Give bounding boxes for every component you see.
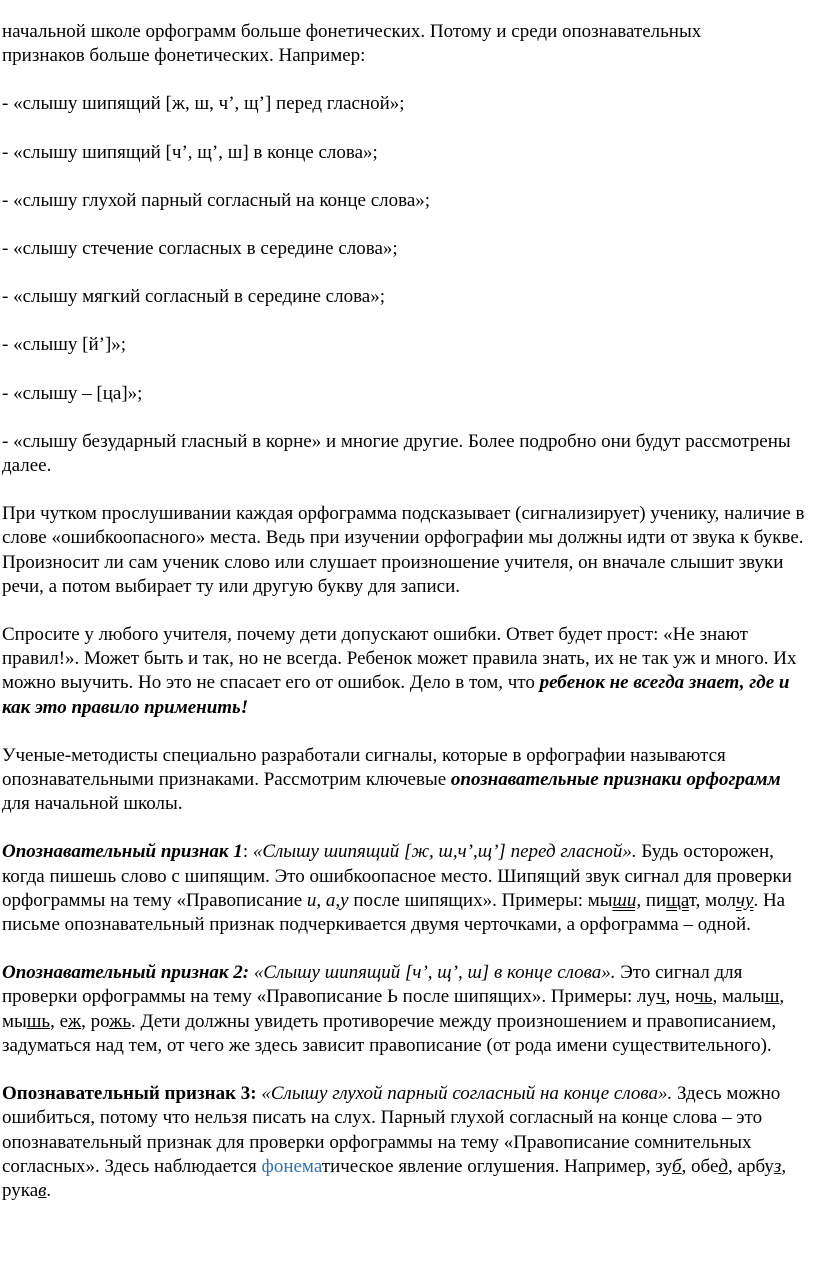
sign-1-quote: «Слышу шипящий [ж, ш,ч’,щ’] перед гласной». [252,841,637,863]
sign-2-label: Опознавательный признак 2: [2,962,250,984]
list-item: - «слышу [й’]»; [2,334,127,356]
sign-2-text-2: . Дети должны увидеть противоречие между произношением и правописанием, задуматься над тем, от чего же здесь зависит правописание (от рода имени существительного). [2,1010,777,1056]
sign-3-quote: «Слышу глухой парный согласный на конце слова». [256,1083,673,1105]
methodists-emphasis: опознавательные признаки орфограмм [450,769,781,791]
ask-teacher-paragraph [2,623,810,720]
methodists-text: Ученые-методисты специально разработали сигналы, которые в орфографии называются опознавательными признаками. Рассмотрим ключевые [2,744,726,791]
list-item: - «слышу шипящий [ч’, щ’, ш] в конце слова»; [2,141,378,163]
methodists-tail: для начальной школы. [2,793,183,815]
list-item: - «слышу безударный гласный в корне» и многие другие. Более подробно они будут рассмотрены далее. [2,430,791,477]
sign-2-sep: , малы [712,986,765,1008]
intro-line-1: начальной школе орфограмм больше фонетических. Потому и среди опознавательных [2,21,702,42]
sign-3-paragraph [2,1082,810,1203]
list-item: - «слышу – [ца]»; [2,382,143,404]
example-arbuz: з [773,1155,782,1177]
sign-3-sep: , обе [681,1155,719,1177]
example-rukav: в [38,1179,47,1201]
example-malysh: ш [764,986,780,1008]
methodists-paragraph [2,744,810,817]
sign-1-label: Опознавательный признак 1 [2,841,243,863]
sign-1-text-2: после шипящих». Примеры: мы [348,889,613,911]
sign-2-paragraph [2,961,810,1058]
example-luch: ч [656,986,666,1008]
sign-3-text-1: Здесь можно ошибиться, потому что нельзя писать на слух. Парный глухой согласный на конце слова – это опознавательный признак для проверки орфограммы на тему «Правописание сомнительных согласных». Здесь наблюдается [2,1083,781,1177]
sign-2-sep: , е [50,1010,69,1032]
example-rozh: жь [109,1010,131,1032]
sign-1-text-3: . На письме опознавательный признак подчеркивается двумя черточками, а орфограмма – одной. [2,889,786,936]
sign-1-text-1: Будь осторожен, когда пишешь слово с шипящим. Это ошибкоопасное место. Шипящий звук сигнал для проверки орфограммы на тему «Правописание [2,841,792,911]
listening-paragraph: При чутком прослушивании каждая орфограмма подсказывает (сигнализирует) ученику, наличие в слове «ошибкоопасного» места. Ведь при изучении орфографии мы должны идти от звука к букве. Произносит ли сам ученик слово или слушает произношение учителя, он вначале слышит звуки речи, а потом выбирает ту или другую букву для записи. [2,503,805,597]
example-mysh: шь [26,1010,51,1032]
sign-3-end: . [46,1179,52,1201]
example-pishat: ща [666,889,689,911]
ask-emphasis: ребенок не всегда знает, где и как это правило применить! [2,672,790,718]
sign-1-paragraph [2,840,810,937]
sign-2-sep: , но [665,986,695,1008]
example-mishi: ши, [612,889,642,911]
example-molchu: чу [735,889,754,911]
list-item: - «слышу стечение согласных в середине слова»; [2,238,398,260]
sign-3-sep: , рука [2,1155,787,1201]
list-item: - «слышу глухой парный согласный на конце слова»; [2,189,431,211]
sign-1-colon: : [242,841,253,863]
sign-3-text-2: тическое явление оглушения. Например, зу [321,1155,672,1177]
sign-1-sep: пи [641,889,667,911]
sign-2-sep: , мы [2,986,785,1032]
example-obed: д [718,1155,729,1177]
phoneme-link[interactable]: фонема [261,1155,322,1177]
sign-1-sep-2: т, мол [688,889,736,911]
sign-1-letters: и, а,у [306,889,349,911]
intro-paragraph [2,20,810,68]
example-noch: чь [694,986,713,1008]
sign-2-text-1: Это сигнал для проверки орфограммы на тему «Правописание Ь после шипящих». Примеры: лу [2,962,743,1008]
sign-2-sep: , ро [81,1010,110,1032]
ask-text: Спросите у любого учителя, почему дети допускают ошибки. Ответ будет прост: «Не знают правил!». Может быть и так, но не всегда. Ребенок может правила знать, их не так уж и много. Их можно выучить. Но это не спасает его от ошибок. Дело в том, что [2,624,797,694]
list-item: - «слышу шипящий [ж, ш, ч’, щ’] перед гласной»; [2,93,405,115]
example-ezh: ж [68,1010,82,1032]
sign-3-label: Опознавательный признак 3: [2,1083,257,1105]
list-item: - «слышу мягкий согласный в середине слова»; [2,286,386,308]
intro-line-2: признаков больше фонетических. Например: [2,45,366,67]
sign-3-sep: , арбу [728,1155,774,1177]
example-zub: б [671,1155,682,1177]
sign-2-quote: «Слышу шипящий [ч’, щ’, ш] в конце слова». [249,962,616,984]
